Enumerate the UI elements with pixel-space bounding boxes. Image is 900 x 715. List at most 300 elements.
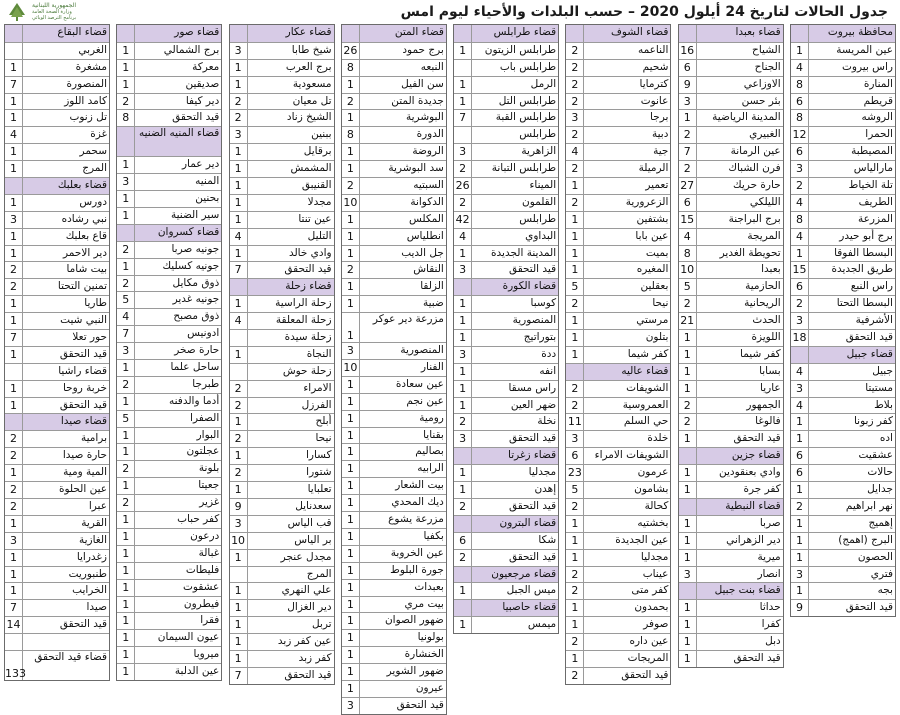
locality-name: نيحا <box>315 432 332 445</box>
case-count: 1 <box>679 533 697 549</box>
table-row <box>454 413 558 430</box>
locality-name: المرج <box>306 567 332 580</box>
locality-name: قيد التحقق <box>396 698 444 711</box>
locality-name: القرية <box>81 516 107 529</box>
locality-name: بعبدات <box>414 580 444 593</box>
locality-name: عانوت <box>640 94 669 107</box>
locality-name: ببنين <box>311 128 332 141</box>
locality-name: حور تعلا <box>72 331 107 344</box>
locality-name: بلونة <box>198 462 220 475</box>
table-row <box>117 494 221 511</box>
table-row <box>5 295 109 312</box>
district-header-row <box>791 346 895 363</box>
case-count: 1 <box>342 597 360 613</box>
case-count: 3 <box>679 94 697 110</box>
locality-name: الفنار <box>420 361 444 374</box>
case-count: 1 <box>454 313 472 329</box>
case-count: 6 <box>791 94 809 110</box>
table-row <box>342 646 446 663</box>
locality-name: برج أبو حيدر <box>839 229 893 242</box>
case-count: 3 <box>566 431 584 447</box>
table-row <box>342 177 446 194</box>
table-row <box>117 190 221 207</box>
case-count: 1 <box>342 495 360 511</box>
locality-name: طرابلس باب <box>499 60 557 73</box>
table-row <box>342 545 446 562</box>
locality-name: دبية <box>652 128 669 141</box>
case-count: 2 <box>117 377 135 393</box>
case-count: 1 <box>5 144 23 160</box>
case-count: 1 <box>117 613 135 629</box>
case-count <box>566 25 584 42</box>
case-count: 42 <box>454 212 472 228</box>
table-row <box>230 160 334 177</box>
case-count: 14 <box>5 617 23 633</box>
table-row <box>117 629 221 646</box>
table-row <box>566 143 670 160</box>
locality-name: الشويفات <box>626 381 669 394</box>
locality-name: ضهور الشوير <box>386 665 444 678</box>
table-row <box>679 616 783 633</box>
locality-name: عجلتون <box>186 445 220 458</box>
locality-name: عاريا <box>760 381 781 394</box>
table-row <box>117 596 221 613</box>
table-row <box>230 93 334 110</box>
locality-name: عشقوت <box>183 580 220 593</box>
case-count: 1 <box>230 600 248 616</box>
case-count: 1 <box>230 634 248 650</box>
case-count: 1 <box>342 512 360 528</box>
table-row <box>117 376 221 393</box>
case-count: 1 <box>5 94 23 110</box>
case-count: 1 <box>230 583 248 599</box>
locality-name: ذوق مكايل <box>172 276 220 289</box>
locality-name: المنارة <box>863 77 893 90</box>
table-row <box>117 109 221 126</box>
table-row <box>791 160 895 177</box>
case-count: 1 <box>791 533 809 549</box>
locality-name: فرن الشباك <box>728 162 781 175</box>
case-count: 1 <box>566 262 584 278</box>
table-row <box>679 261 783 278</box>
table-row <box>679 143 783 160</box>
locality-name: كفر زبد <box>298 651 332 664</box>
locality-name: المية ومية <box>63 466 107 479</box>
table-row <box>679 329 783 346</box>
case-count: 2 <box>454 550 472 566</box>
case-count: 8 <box>791 77 809 93</box>
case-count: 1 <box>679 110 697 126</box>
district-header-row <box>791 25 895 42</box>
locality-name: قيد التحقق <box>284 263 332 276</box>
case-count: 1 <box>679 482 697 498</box>
case-count: 1 <box>566 600 584 616</box>
case-count: 10 <box>679 262 697 278</box>
case-count: 1 <box>230 77 248 93</box>
table-row <box>5 650 109 680</box>
locality-name: قيد التحقق <box>845 331 893 344</box>
case-count <box>566 364 584 380</box>
table-row <box>117 76 221 93</box>
case-count: 1 <box>342 478 360 494</box>
table-row <box>5 261 109 278</box>
case-count: 7 <box>117 326 135 342</box>
table-row <box>5 549 109 566</box>
locality-name: الأشرفية <box>855 314 893 327</box>
locality-name: النجاة <box>306 347 332 360</box>
locality-name: ميرية <box>757 550 781 563</box>
locality-name: فيطرون <box>183 597 220 610</box>
locality-name: مسعودية <box>292 77 332 90</box>
district-column <box>4 24 110 681</box>
locality-name: الشياح <box>752 43 781 56</box>
case-count: 2 <box>230 431 248 447</box>
locality-name: قضاء راشيا <box>58 364 107 377</box>
case-count: 1 <box>342 580 360 596</box>
case-count <box>791 347 809 363</box>
locality-name: برامية <box>80 432 107 445</box>
locality-name: سن الفيل <box>401 77 444 90</box>
table-row <box>679 633 783 650</box>
table-row <box>117 42 221 59</box>
case-count: 1 <box>117 647 135 663</box>
logo-line-2: وزارة الصحة العامة <box>32 9 72 15</box>
case-count: 1 <box>5 161 23 177</box>
locality-name: البوار <box>196 428 220 441</box>
table-row <box>454 76 558 93</box>
case-count: 1 <box>679 465 697 481</box>
locality-name: بقنايا <box>423 428 444 441</box>
cases-table <box>4 24 896 715</box>
case-count: 1 <box>791 482 809 498</box>
district-name: قضاء صيدا <box>60 415 107 428</box>
table-row <box>791 211 895 228</box>
table-row <box>342 160 446 177</box>
case-count: 1 <box>117 428 135 444</box>
table-row <box>5 228 109 245</box>
locality-name: صربا <box>759 516 781 529</box>
table-row <box>566 481 670 498</box>
table-row <box>342 410 446 427</box>
table-row <box>117 173 221 190</box>
case-count: 2 <box>230 465 248 481</box>
locality-name: جية <box>653 145 669 158</box>
table-row <box>679 430 783 447</box>
locality-name: طريق الجديدة <box>831 263 893 276</box>
locality-name: ديك المحدي <box>391 496 444 509</box>
case-count <box>342 25 360 42</box>
case-count: 3 <box>342 698 360 714</box>
case-count: 1 <box>566 330 584 346</box>
table-row <box>566 228 670 245</box>
case-count: 1 <box>679 550 697 566</box>
case-count: 2 <box>117 276 135 292</box>
case-count: 1 <box>5 313 23 329</box>
table-row <box>5 109 109 126</box>
table-row <box>5 42 109 59</box>
table-row <box>5 633 109 650</box>
locality-name: طنبوريت <box>68 567 107 580</box>
locality-name: المنصورية <box>512 314 557 327</box>
case-count: 1 <box>454 617 472 633</box>
case-count: 4 <box>679 229 697 245</box>
case-count: 1 <box>230 482 248 498</box>
locality-name: دير عمار <box>181 158 220 171</box>
locality-name: راس مسقا <box>508 381 557 394</box>
table-row <box>230 464 334 481</box>
table-row <box>117 93 221 110</box>
district-header-row <box>566 363 670 380</box>
locality-name: زحلة سيدة <box>284 331 332 344</box>
case-count: 1 <box>566 617 584 633</box>
locality-name: عين نجم <box>406 394 444 407</box>
locality-name: كفر شيما <box>627 347 669 360</box>
locality-name: ميمس <box>527 618 557 631</box>
case-count: 1 <box>117 529 135 545</box>
table-row <box>791 76 895 93</box>
district-name: قضاء مرجعيون <box>491 567 557 580</box>
case-count <box>454 567 472 583</box>
table-row <box>566 346 670 363</box>
locality-name: راس النبع <box>850 280 893 293</box>
locality-name: المشمش <box>290 162 332 175</box>
table-row <box>791 464 895 481</box>
district-name: قضاء زحلة <box>285 280 332 293</box>
locality-name: طرابلس التبانة <box>491 162 557 175</box>
case-count: 15 <box>679 212 697 228</box>
table-row <box>5 582 109 599</box>
case-count: 1 <box>117 43 135 59</box>
table-row <box>117 579 221 596</box>
case-count: 1 <box>117 546 135 562</box>
table-row <box>230 380 334 397</box>
table-row <box>454 346 558 363</box>
case-count: 1 <box>5 229 23 245</box>
locality-name: وادي خالد <box>288 246 332 259</box>
locality-name: برجا <box>650 111 669 124</box>
case-count: 6 <box>566 448 584 464</box>
table-row <box>230 566 334 583</box>
locality-name: الروشه <box>861 111 893 124</box>
table-row <box>566 549 670 566</box>
table-row <box>5 126 109 143</box>
table-row <box>679 481 783 498</box>
locality-name: كامد اللوز <box>64 94 107 107</box>
district-name: قضاء بعبدا <box>735 26 781 38</box>
case-count: 2 <box>566 195 584 211</box>
case-count: 1 <box>566 212 584 228</box>
case-count: 4 <box>791 195 809 211</box>
table-row <box>679 397 783 414</box>
case-count: 2 <box>679 398 697 414</box>
table-row <box>566 76 670 93</box>
district-header-row <box>679 447 783 464</box>
locality-name: الغربي <box>78 43 107 56</box>
table-row <box>454 126 558 143</box>
table-row <box>5 76 109 93</box>
case-count: 1 <box>342 313 360 342</box>
table-row <box>117 410 221 427</box>
table-row <box>342 511 446 528</box>
case-count <box>230 25 248 42</box>
locality-name: دورس <box>79 195 107 208</box>
district-header-row <box>5 25 109 42</box>
table-row <box>5 498 109 515</box>
case-count: 8 <box>117 110 135 126</box>
district-name: قضاء النبطية <box>725 499 781 512</box>
case-count: 5 <box>566 482 584 498</box>
locality-name: جونيه غدير <box>172 293 220 306</box>
table-row <box>679 160 783 177</box>
case-count: 1 <box>342 296 360 312</box>
table-row <box>679 346 783 363</box>
case-count: 1 <box>5 516 23 532</box>
case-count: 1 <box>342 279 360 295</box>
case-count: 3 <box>230 43 248 59</box>
table-row <box>342 93 446 110</box>
locality-name: طرابلس الزيتون <box>484 43 557 56</box>
case-count: 1 <box>117 563 135 579</box>
case-count <box>679 499 697 515</box>
locality-name: ذوق مصبح <box>173 310 220 323</box>
district-header-row <box>230 278 334 295</box>
table-row <box>5 312 109 329</box>
table-row <box>117 275 221 292</box>
table-row <box>791 447 895 464</box>
table-row <box>342 376 446 393</box>
table-row <box>342 579 446 596</box>
table-row <box>342 143 446 160</box>
locality-name: قيد التحقق <box>845 601 893 614</box>
table-row <box>230 177 334 194</box>
ministry-logo <box>6 2 88 22</box>
locality-name: برج العرب <box>285 60 332 73</box>
locality-name: المنصورة <box>66 77 107 90</box>
table-row <box>117 511 221 528</box>
locality-name: جل الديب <box>401 246 444 259</box>
case-count: 2 <box>791 499 809 515</box>
table-row <box>454 245 558 262</box>
locality-name: فقرا <box>200 614 220 627</box>
locality-name: رومية <box>419 411 444 424</box>
table-row <box>230 211 334 228</box>
table-row <box>791 312 895 329</box>
case-count: 26 <box>342 43 360 59</box>
table-row <box>5 380 109 397</box>
table-row <box>791 143 895 160</box>
case-count: 1 <box>5 465 23 481</box>
district-header-row <box>679 25 783 42</box>
table-row <box>791 498 895 515</box>
locality-name: البداوي <box>525 229 557 242</box>
case-count: 4 <box>117 309 135 325</box>
table-row <box>342 109 446 126</box>
table-row <box>342 228 446 245</box>
case-count <box>117 25 135 42</box>
case-count <box>454 516 472 532</box>
locality-name: شتورا <box>306 466 332 479</box>
table-row <box>454 211 558 228</box>
table-row <box>566 447 670 464</box>
table-row <box>342 261 446 278</box>
table-row <box>117 477 221 494</box>
case-count: 2 <box>230 381 248 397</box>
case-count: 3 <box>791 161 809 177</box>
district-column <box>116 24 222 681</box>
case-count: 1 <box>5 246 23 262</box>
locality-name: خربة روحا <box>62 381 107 394</box>
table-row <box>230 295 334 312</box>
case-count: 1 <box>342 377 360 393</box>
case-count: 2 <box>5 262 23 278</box>
district-name: قضاء بنت جبيل <box>714 584 781 597</box>
table-row <box>230 397 334 414</box>
table-row <box>342 278 446 295</box>
table-row <box>566 278 670 295</box>
case-count: 2 <box>230 94 248 110</box>
table-row <box>230 616 334 633</box>
district-header-row <box>454 447 558 464</box>
case-count: 1 <box>230 550 248 566</box>
case-count: 1 <box>566 550 584 566</box>
case-count: 1 <box>117 60 135 76</box>
case-count <box>454 127 472 143</box>
case-count: 1 <box>342 546 360 562</box>
case-count: 18 <box>791 330 809 346</box>
locality-name: مجدلا <box>307 195 332 208</box>
table-row <box>342 76 446 93</box>
case-count: 10 <box>342 195 360 211</box>
table-row <box>117 241 221 258</box>
case-count: 1 <box>791 516 809 532</box>
table-row <box>230 228 334 245</box>
table-row <box>342 528 446 545</box>
case-count: 2 <box>566 60 584 76</box>
case-count: 1 <box>117 394 135 410</box>
case-count: 1 <box>566 229 584 245</box>
case-count: 2 <box>454 499 472 515</box>
case-count: 2 <box>5 448 23 464</box>
locality-name: كفر زبونا <box>853 415 893 428</box>
locality-name: قيد التحقق <box>59 618 107 631</box>
locality-name: عرمون <box>637 466 669 479</box>
locality-name: شحيم <box>642 60 669 73</box>
case-count: 3 <box>791 567 809 583</box>
case-count: 7 <box>454 110 472 126</box>
locality-name: أبلح <box>315 415 332 428</box>
case-count: 1 <box>342 630 360 646</box>
table-row <box>342 211 446 228</box>
locality-name: بسابا <box>759 364 781 377</box>
locality-name: جدايل <box>867 483 893 496</box>
case-count <box>230 330 248 346</box>
locality-name: الرميلة <box>638 162 669 175</box>
table-row <box>117 427 221 444</box>
locality-name: عيناب <box>642 567 669 580</box>
locality-name: بئر حسن <box>741 94 781 107</box>
case-count <box>454 25 472 42</box>
district-header-row <box>117 224 221 241</box>
case-count: 1 <box>454 246 472 262</box>
table-row <box>454 430 558 447</box>
case-count <box>230 279 248 295</box>
locality-name: حارة صيدا <box>62 449 107 462</box>
district-name: قضاء عكار <box>285 26 332 38</box>
case-count: 1 <box>230 347 248 363</box>
locality-name: المريجات <box>627 651 669 664</box>
case-count: 1 <box>230 178 248 194</box>
table-row <box>5 397 109 414</box>
